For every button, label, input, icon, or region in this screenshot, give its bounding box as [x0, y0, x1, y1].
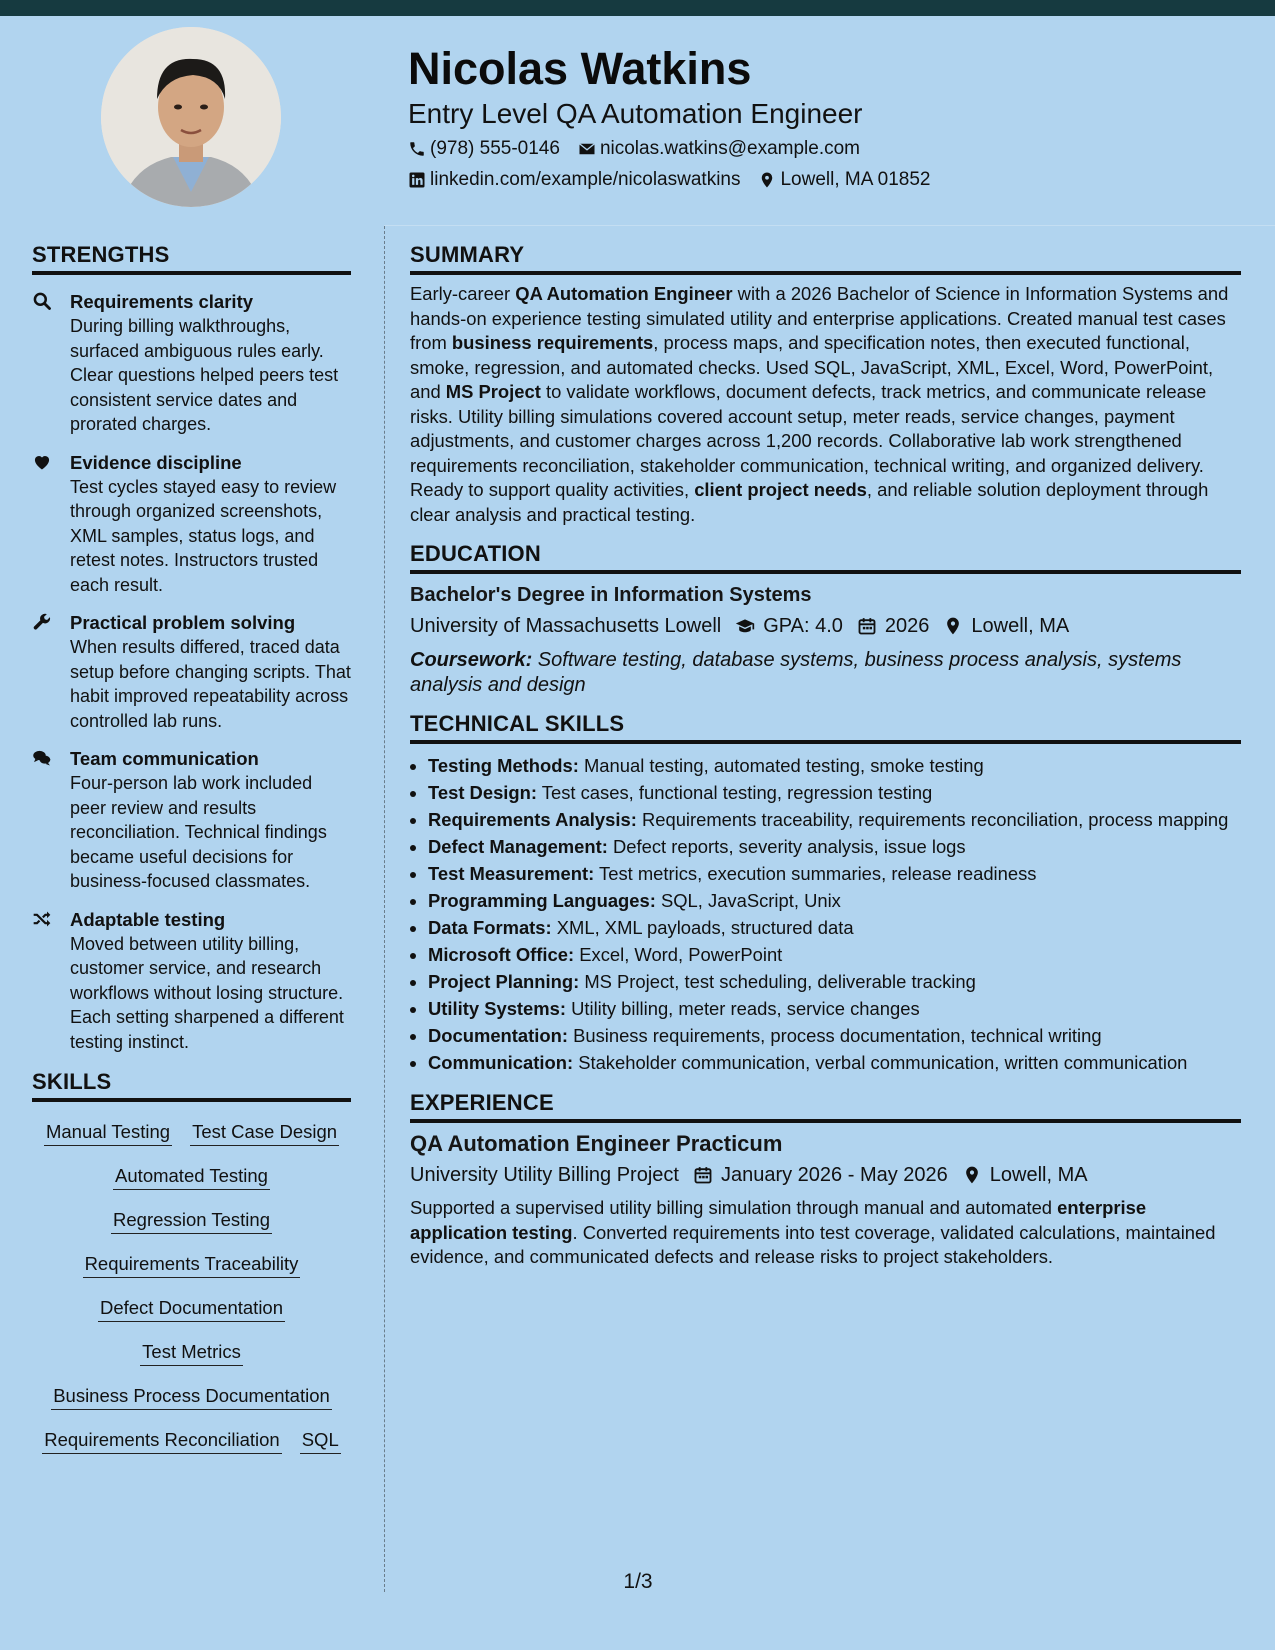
experience-segment: Supported a supervised utility billing simulation through manual and automated	[410, 1197, 1058, 1218]
strengths-list	[32, 289, 351, 1054]
skill-values: SQL, JavaScript, Unix	[655, 890, 841, 911]
skill-tag: Automated Testing	[113, 1163, 270, 1190]
strength-title: Adaptable testing	[70, 908, 226, 930]
list-item	[428, 968, 1241, 995]
map-pin-icon	[943, 616, 963, 636]
skill-category: Data Formats:	[428, 917, 552, 938]
strengths-section	[32, 240, 351, 1054]
envelope-icon	[578, 140, 596, 158]
profile-photo-illustration	[101, 27, 281, 207]
strength-item	[32, 450, 351, 598]
organization-text: University Utility Billing Project	[410, 1164, 679, 1186]
summary-segment: with a 2026 Bachelor of Science in Information Systems and hands-on experience testing simulated utility and enterprise applications. Created manual test cases from	[410, 283, 1229, 353]
skill-category: Test Design:	[428, 782, 537, 803]
skill-category: Defect Management:	[428, 836, 608, 857]
technical-skills-heading: TECHNICAL SKILLS	[410, 709, 1241, 744]
list-item	[428, 806, 1241, 833]
comments-icon	[32, 748, 52, 768]
summary-highlight: MS Project	[445, 381, 541, 402]
skill-tag: Test Metrics	[140, 1339, 243, 1366]
experience-segment: . Converted requirements into test coverage, validated calculations, maintained evidence, and communicated defects and release risks to project stakeholders.	[410, 1221, 1216, 1267]
strength-title: Requirements clarity	[70, 291, 254, 312]
page-number: 1/3	[623, 1570, 653, 1593]
contact-email[interactable]	[578, 136, 860, 162]
job-location	[962, 1161, 1088, 1189]
header-info	[408, 40, 1248, 193]
strength-description: During billing walkthroughs, surfaced ambiguous rules early. Clear questions helped peers test consistent service dates and prorated charges.	[70, 316, 339, 434]
school-name	[410, 612, 721, 640]
strengths-heading: STRENGTHS	[32, 240, 351, 275]
job-title: QA Automation Engineer Practicum	[410, 1131, 783, 1156]
organization	[410, 1161, 679, 1189]
list-item	[428, 860, 1241, 887]
education-section	[410, 539, 1241, 697]
summary-highlight: business requirements	[451, 332, 654, 353]
skill-values: Test metrics, execution summaries, release readiness	[594, 863, 1037, 884]
list-item	[428, 941, 1241, 968]
list-item	[428, 914, 1241, 941]
list-item	[428, 752, 1241, 779]
experience-description	[410, 1196, 1241, 1270]
strength-title: Evidence discipline	[70, 451, 242, 473]
summary-segment: , and reliable solution deployment through clear analysis and practical testing.	[410, 479, 1209, 525]
skill-values: Utility billing, meter reads, service changes	[565, 998, 920, 1019]
shuffle-icon	[32, 909, 52, 929]
strength-item	[32, 610, 351, 733]
gpa	[735, 612, 843, 640]
skill-category: Testing Methods:	[428, 755, 579, 776]
skill-category: Project Planning:	[428, 971, 580, 992]
right-column	[410, 240, 1241, 1270]
skills-tags	[32, 1112, 351, 1464]
summary-segment: , process maps, and specification notes, then executed functional, smoke, regression, and automated checks. Used SQL, JavaScript, XML, Excel, Word, PowerPoint, and	[410, 332, 1214, 402]
contact-location	[758, 167, 930, 193]
strength-item	[32, 907, 351, 1055]
experience-meta	[410, 1161, 1241, 1189]
skill-tag: Manual Testing	[44, 1119, 172, 1146]
skill-values: XML, XML payloads, structured data	[551, 917, 854, 938]
summary-heading: SUMMARY	[410, 240, 1241, 275]
strength-icon	[32, 450, 70, 598]
contact-linkedin[interactable]	[408, 167, 740, 193]
list-item	[428, 1049, 1241, 1076]
top-bar	[0, 0, 1275, 16]
skill-values: Stakeholder communication, verbal communication, written communication	[573, 1052, 1188, 1073]
coursework	[410, 648, 1241, 697]
header-divider	[384, 225, 1275, 226]
calendar-icon	[857, 616, 877, 636]
skill-tag: Requirements Reconciliation	[42, 1427, 281, 1454]
map-pin-icon	[758, 171, 776, 189]
email-address: nicolas.watkins@example.com	[599, 138, 860, 159]
strength-item	[32, 746, 351, 894]
skill-category: Microsoft Office:	[428, 944, 575, 965]
calendar-icon	[693, 1165, 713, 1185]
list-item	[428, 1022, 1241, 1049]
summary-highlight: QA Automation Engineer	[515, 283, 733, 304]
experience-highlight: enterprise application testing	[410, 1197, 1147, 1243]
gpa-text: GPA: 4.0	[763, 615, 843, 637]
summary-section	[410, 240, 1241, 527]
list-item	[428, 887, 1241, 914]
experience-heading: EXPERIENCE	[410, 1088, 1241, 1123]
education-heading: EDUCATION	[410, 539, 1241, 574]
dates-text: January 2026 - May 2026	[720, 1164, 948, 1186]
education-meta	[410, 612, 1241, 640]
skill-tag: SQL	[300, 1427, 341, 1454]
linkedin-url: linkedin.com/example/nicolaswatkins	[430, 169, 741, 190]
skill-values: Defect reports, severity analysis, issue logs	[607, 836, 966, 857]
degree-title: Bachelor's Degree in Information Systems	[410, 584, 812, 606]
phone-icon	[408, 140, 426, 158]
skill-values: Requirements traceability, requirements reconciliation, process mapping	[636, 809, 1229, 830]
strength-description: Test cycles stayed easy to review through organized screenshots, XML samples, status logs, and retest notes. Instructors trusted each result.	[70, 476, 337, 595]
education-location	[943, 612, 1069, 640]
list-item	[428, 995, 1241, 1022]
heart-icon	[32, 452, 52, 472]
search-icon	[32, 291, 52, 311]
summary-highlight: client project needs	[694, 479, 867, 500]
skills-heading: SKILLS	[32, 1067, 351, 1102]
map-pin-icon	[962, 1165, 982, 1185]
column-divider	[384, 226, 385, 1592]
skill-tag: Requirements Traceability	[83, 1251, 301, 1278]
skill-values: Manual testing, automated testing, smoke testing	[578, 755, 984, 776]
skill-tag: Defect Documentation	[98, 1295, 285, 1322]
location-text: Lowell, MA	[971, 615, 1070, 637]
candidate-title: Entry Level QA Automation Engineer	[408, 98, 863, 129]
job-dates	[693, 1161, 948, 1189]
skill-values: MS Project, test scheduling, deliverable tracking	[579, 971, 976, 992]
summary-segment: Early-career	[410, 283, 516, 304]
strength-icon	[32, 610, 70, 733]
coursework-label: Coursework:	[410, 649, 533, 671]
skill-category: Requirements Analysis:	[428, 809, 637, 830]
strength-description: Four-person lab work included peer review and results reconciliation. Technical findings became useful decisions for business-focused classmates.	[70, 773, 327, 891]
coursework-text: Software testing, database systems, business process analysis, systems analysis and design	[410, 649, 1182, 696]
contact-phone	[408, 136, 560, 162]
skill-category: Communication:	[428, 1052, 574, 1073]
strength-description: Moved between utility billing, customer service, and research workflows without losing structure. Each setting sharpened a different testing instinct.	[70, 933, 344, 1052]
skill-tag: Business Process Documentation	[51, 1383, 332, 1410]
skill-values: Test cases, functional testing, regression testing	[537, 782, 933, 803]
skill-category: Utility Systems:	[428, 998, 566, 1019]
left-column	[32, 240, 351, 1464]
skill-category: Test Measurement:	[428, 863, 595, 884]
contact-row-1	[408, 136, 1248, 162]
location-text: Lowell, MA	[989, 1164, 1088, 1186]
technical-skills-list	[410, 752, 1241, 1076]
skill-category: Programming Languages:	[428, 890, 656, 911]
strength-icon	[32, 907, 70, 1055]
summary-segment: to validate workflows, document defects, track metrics, and communicate release risks. Utility billing simulations covered account setup, meter reads, service changes, payment adjustments, and customer charges across 1,200 records. Collaborative lab work strengthened requirements reconciliation, stakeholder communication, technical writing, and organized delivery. Ready to support quality activities,	[410, 381, 1207, 500]
strength-title: Team communication	[70, 748, 259, 769]
strength-item	[32, 289, 351, 437]
phone-number: (978) 555-0146	[430, 138, 560, 159]
skill-category: Documentation:	[428, 1025, 568, 1046]
candidate-name: Nicolas Watkins	[408, 43, 752, 94]
skill-values: Business requirements, process documentation, technical writing	[567, 1025, 1102, 1046]
skill-values: Excel, Word, PowerPoint	[574, 944, 783, 965]
technical-skills-section	[410, 709, 1241, 1076]
school-text: University of Massachusetts Lowell	[410, 615, 722, 637]
location-text: Lowell, MA 01852	[780, 169, 931, 190]
graduation-cap-icon	[735, 616, 755, 636]
linkedin-icon	[408, 171, 426, 189]
profile-photo	[101, 27, 281, 207]
skills-section	[32, 1067, 351, 1464]
summary-text	[410, 282, 1241, 527]
experience-section	[410, 1088, 1241, 1270]
list-item	[428, 779, 1241, 806]
graduation-year	[857, 612, 930, 640]
skill-tag: Test Case Design	[190, 1119, 339, 1146]
year-text: 2026	[884, 615, 930, 637]
strength-icon	[32, 746, 70, 894]
strength-description: When results differed, traced data setup before changing scripts. That habit improved repeatability across controlled lab runs.	[70, 637, 351, 731]
skill-tag: Regression Testing	[111, 1207, 272, 1234]
contact-row-2	[408, 167, 1248, 193]
list-item	[428, 833, 1241, 860]
strength-title: Practical problem solving	[70, 612, 296, 633]
wrench-icon	[32, 612, 52, 632]
strength-icon	[32, 289, 70, 437]
